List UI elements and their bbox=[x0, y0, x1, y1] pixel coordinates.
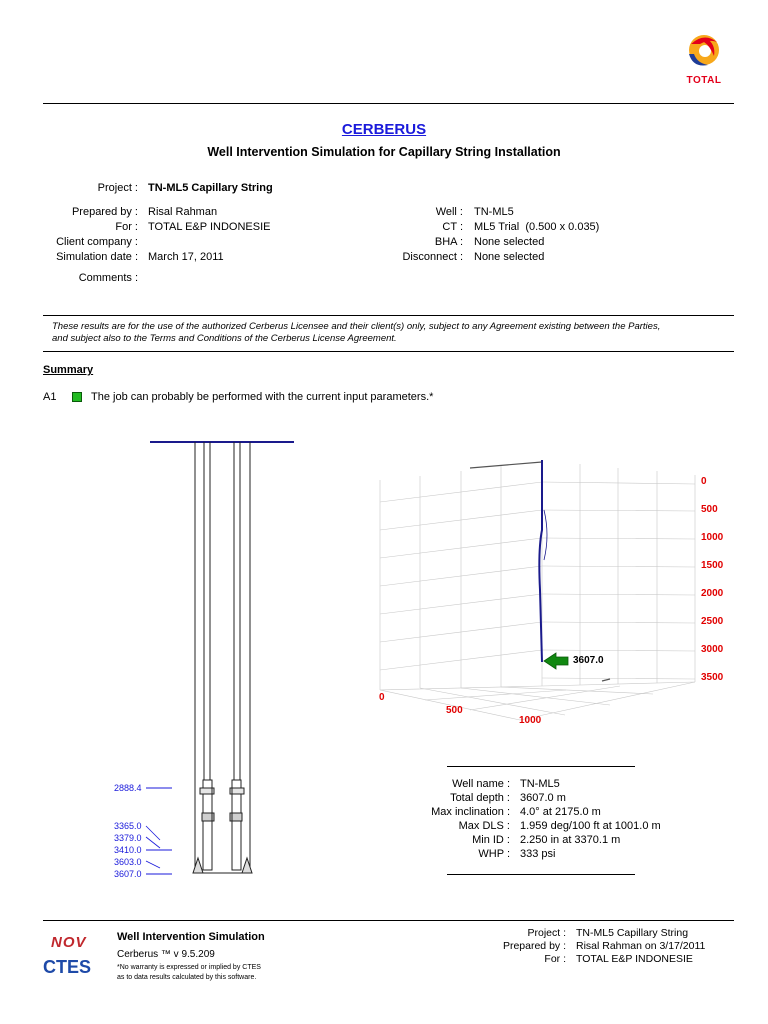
disclaimer-text: These results are for the use of the authorized Cerberus Licensee and their client(s) only, subject to any Agreement existing between the Parties, and subject also to the Terms and Conditions of the Cerberus License Agreement. bbox=[52, 321, 661, 344]
summary-item-text: The job can probably be performed with the current input parameters.* bbox=[91, 391, 434, 403]
report-title: CERBERUS bbox=[341, 121, 427, 138]
depth-tick-3500: 3500 bbox=[701, 672, 724, 683]
depth-tick-2500: 2500 bbox=[701, 616, 724, 627]
client-company-label: Client company : bbox=[56, 236, 138, 248]
well-name-value: TN-ML5 bbox=[520, 778, 560, 790]
ct-label: CT : bbox=[442, 221, 463, 233]
simulation-date-value: March 17, 2011 bbox=[148, 251, 224, 263]
bha-value: None selected bbox=[474, 236, 545, 248]
ct-value: ML5 Trial (0.500 x 0.035) bbox=[474, 221, 600, 233]
disconnect-value: None selected bbox=[474, 251, 545, 263]
depth-label-3365: 3365.0 bbox=[114, 821, 142, 831]
depth-tick-2000: 2000 bbox=[701, 588, 724, 599]
max-dls-label: Max DLS : bbox=[458, 820, 510, 832]
well-summary-bottom-rule bbox=[447, 874, 635, 875]
trajectory-grid bbox=[370, 450, 700, 730]
wellbore-schematic bbox=[100, 430, 300, 880]
depth-tick-1500: 1500 bbox=[701, 560, 724, 571]
nov-logo-text: NOV bbox=[51, 934, 87, 951]
footer-prepared-by-value: Risal Rahman on 3/17/2011 bbox=[576, 940, 706, 952]
horizontal-tick-500: 500 bbox=[446, 705, 463, 716]
prepared-by-label: Prepared by : bbox=[71, 206, 138, 218]
report-subtitle: Well Intervention Simulation for Capillary String Installation bbox=[207, 145, 561, 159]
td-marker-label: 3607.0 bbox=[573, 655, 604, 666]
nov-ctes-logo bbox=[42, 934, 106, 980]
depth-label-3410: 3410.0 bbox=[114, 845, 142, 855]
footer-title: Well Intervention Simulation bbox=[117, 931, 265, 943]
footer-warranty-line1: *No warranty is expressed or implied by CTES bbox=[117, 964, 261, 971]
depth-tick-0: 0 bbox=[701, 476, 707, 487]
for-label: For : bbox=[115, 221, 138, 233]
project-value: TN-ML5 Capillary String bbox=[148, 182, 273, 194]
td-marker-arrow-icon bbox=[544, 653, 568, 669]
depth-label-3603: 3603.0 bbox=[114, 857, 142, 867]
horizontal-tick-1000: 1000 bbox=[519, 715, 542, 726]
whp-label: WHP : bbox=[478, 848, 510, 860]
footer-version: Cerberus ™ v 9.5.209 bbox=[117, 949, 215, 960]
disclaimer-bottom-rule bbox=[43, 351, 734, 352]
footer-for-value: TOTAL E&P INDONESIE bbox=[576, 953, 693, 965]
comments-label: Comments : bbox=[78, 272, 138, 284]
wellbore-diagram bbox=[100, 430, 300, 880]
min-id-value: 2.250 in at 3370.1 m bbox=[520, 834, 621, 846]
footer-rule bbox=[43, 920, 734, 921]
total-depth-value: 3607.0 m bbox=[520, 792, 566, 804]
depth-label-3379: 3379.0 bbox=[114, 833, 142, 843]
depth-label-2888: 2888.4 bbox=[114, 783, 142, 793]
trajectory-plot bbox=[370, 450, 730, 740]
disconnect-label: Disconnect : bbox=[402, 251, 463, 263]
simulation-date-label: Simulation date : bbox=[56, 251, 138, 263]
depth-tick-500: 500 bbox=[701, 504, 718, 515]
footer-project-value: TN-ML5 Capillary String bbox=[576, 927, 689, 939]
whp-value: 333 psi bbox=[520, 848, 556, 860]
horizontal-tick-0: 0 bbox=[379, 692, 385, 703]
depth-label-3607: 3607.0 bbox=[114, 869, 142, 879]
summary-item-id: A1 bbox=[43, 391, 57, 403]
well-name-label: Well name : bbox=[452, 778, 510, 790]
disclaimer-top-rule bbox=[43, 315, 734, 316]
footer-warranty-line2: as to data results calculated by this software. bbox=[117, 974, 257, 981]
depth-tick-1000: 1000 bbox=[701, 532, 724, 543]
project-label: Project : bbox=[97, 182, 138, 194]
min-id-label: Min ID : bbox=[472, 834, 510, 846]
max-inclination-label: Max inclination : bbox=[431, 806, 510, 818]
footer-for-label: For : bbox=[544, 953, 566, 965]
footer-project-label: Project : bbox=[527, 927, 566, 939]
depth-tick-3000: 3000 bbox=[701, 644, 724, 655]
ctes-logo-text: CTES bbox=[43, 957, 92, 977]
well-label: Well : bbox=[435, 206, 463, 218]
footer-prepared-by-label: Prepared by : bbox=[502, 940, 566, 952]
prepared-by-value: Risal Rahman bbox=[148, 206, 218, 218]
status-ok-icon bbox=[72, 392, 82, 402]
max-dls-value: 1.959 deg/100 ft at 1001.0 m bbox=[520, 820, 661, 832]
bha-label: BHA : bbox=[434, 236, 463, 248]
total-depth-label: Total depth : bbox=[450, 792, 510, 804]
well-summary-top-rule bbox=[447, 766, 635, 767]
total-logo bbox=[676, 30, 732, 90]
header-rule bbox=[43, 103, 734, 104]
for-value: TOTAL E&P INDONESIE bbox=[148, 221, 271, 233]
total-logo-text: TOTAL bbox=[686, 75, 722, 86]
max-inclination-value: 4.0° at 2175.0 m bbox=[520, 806, 601, 818]
summary-heading: Summary bbox=[43, 364, 94, 376]
well-value: TN-ML5 bbox=[474, 206, 514, 218]
